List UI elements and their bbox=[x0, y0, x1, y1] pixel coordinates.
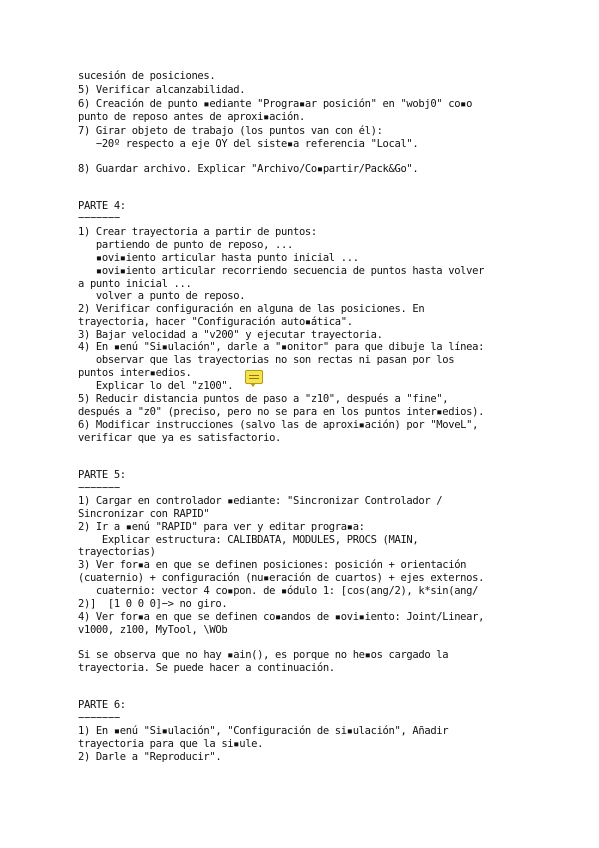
text-line: 4) Ver for▪a en que se definen co▪andos de ▪ovi▪iento: Joint/Linear, bbox=[78, 611, 485, 623]
text-line: trayectorias) bbox=[78, 546, 156, 558]
text-line: ▪ovi▪iento articular hasta punto inicial ... bbox=[78, 252, 359, 264]
text-line: 2)] [1 0 0 0]−> no giro. bbox=[78, 598, 228, 610]
text-line: sucesión de posiciones. bbox=[78, 70, 216, 82]
text-line: cuaternio: vector 4 co▪pon. de ▪ódulo 1: [cos(ang/2), k*sin(ang/ bbox=[78, 585, 479, 597]
text-line: 3) Ver for▪a en que se definen posiciones: posición + orientación bbox=[78, 559, 467, 571]
comment-note-icon[interactable] bbox=[245, 370, 263, 384]
text-line: 5) Verificar alcanzabilidad. bbox=[78, 84, 246, 96]
text-line: −20º respecto a eje OY del siste▪a referencia "Local". bbox=[78, 138, 419, 150]
text-line: después a "z0" (preciso, pero no se para en los puntos inter▪edios). bbox=[78, 406, 485, 418]
text-line: v1000, z100, MyTool, \WOb bbox=[78, 624, 228, 636]
section-heading: PARTE 5: bbox=[78, 469, 126, 481]
text-line: 7) Girar objeto de trabajo (los puntos van con él): bbox=[78, 125, 383, 137]
text-line: verificar que ya es satisfactorio. bbox=[78, 432, 282, 444]
text-line: 2) Darle a "Reproducir". bbox=[78, 751, 222, 763]
text-line: 5) Reducir distancia puntos de paso a "z10", después a "fine", bbox=[78, 393, 449, 405]
section-underline: −−−−−−− bbox=[78, 212, 120, 224]
text-line: 2) Ir a ▪enú "RAPID" para ver y editar progra▪a: bbox=[78, 521, 365, 533]
section-underline: −−−−−−− bbox=[78, 712, 120, 724]
text-line: punto de reposo antes de aproxi▪ación. bbox=[78, 111, 305, 123]
text-line: trayectoria para que la si▪ule. bbox=[78, 738, 264, 750]
text-line: 6) Creación de punto ▪ediante "Progra▪ar posición" en "wobj0" co▪o bbox=[78, 98, 473, 110]
text-line: 3) Bajar velocidad a "v200" y ejecutar trayectoria. bbox=[78, 329, 383, 341]
text-line: 6) Modificar instrucciones (salvo las de aproxi▪ación) por "MoveL", bbox=[78, 419, 479, 431]
text-line: trayectoria. Se puede hacer a continuación. bbox=[78, 662, 335, 674]
text-line: 2) Verificar configuración en alguna de las posiciones. En bbox=[78, 303, 425, 315]
section-underline: −−−−−−− bbox=[78, 482, 120, 494]
text-line: puntos inter▪edios. bbox=[78, 367, 192, 379]
text-line: 1) Cargar en controlador ▪ediante: "Sincronizar Controlador / bbox=[78, 495, 443, 507]
text-line: (cuaternio) + configuración (nu▪eración de cuartos) + ejes externos. bbox=[78, 572, 485, 584]
section-heading: PARTE 6: bbox=[78, 699, 126, 711]
text-line: Explicar lo del "z100". bbox=[78, 380, 234, 392]
text-line: Sincronizar con RAPID" bbox=[78, 508, 210, 520]
section-heading: PARTE 4: bbox=[78, 200, 126, 212]
text-line: 4) En ▪enú "Si▪ulación", darle a "▪onitor" para que dibuje la línea: bbox=[78, 341, 485, 353]
text-line: Si se observa que no hay ▪ain(), es porque no he▪os cargado la bbox=[78, 649, 449, 661]
comment-note-pointer bbox=[250, 383, 256, 387]
text-line: observar que las trayectorias no son rectas ni pasan por los bbox=[78, 354, 455, 366]
text-line: ▪ovi▪iento articular recorriendo secuencia de puntos hasta volver bbox=[78, 265, 485, 277]
text-line: trayectoria, hacer "Configuración auto▪ática". bbox=[78, 316, 353, 328]
text-line: a punto inicial ... bbox=[78, 278, 192, 290]
text-line: Explicar estructura: CALIBDATA, MODULES, PROCS (MAIN, bbox=[78, 534, 419, 546]
text-line: 8) Guardar archivo. Explicar "Archivo/Co▪partir/Pack&Go". bbox=[78, 163, 419, 175]
text-line: 1) En ▪enú "Si▪ulación", "Configuración de si▪ulación", Añadir bbox=[78, 725, 449, 737]
text-line: partiendo de punto de reposo, ... bbox=[78, 239, 293, 251]
text-line: 1) Crear trayectoria a partir de puntos: bbox=[78, 226, 317, 238]
text-line: volver a punto de reposo. bbox=[78, 290, 246, 302]
